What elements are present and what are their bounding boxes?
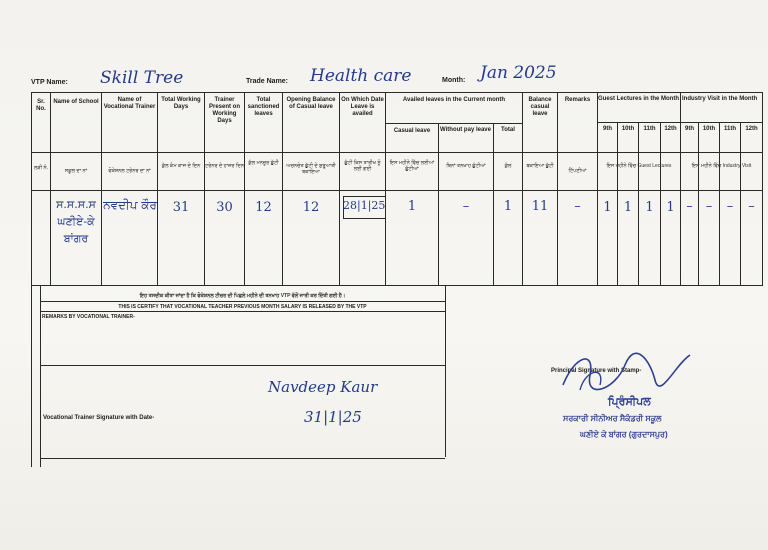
month-value: Jan 2025 xyxy=(480,63,557,83)
col-on-which-date: On Which Date Leave is availed xyxy=(341,97,384,117)
row-balance: 11 xyxy=(531,199,549,214)
row-sanctioned: 12 xyxy=(255,200,272,215)
pa-header-casual: ਇਸ ਮਹੀਨੇ ਵਿੱਚ ਲਈਆਂ ਛੁੱਟੀਆਂ xyxy=(389,160,435,172)
visit-col-9th: 9th xyxy=(685,126,694,132)
pa-header-school: ਸਕੂਲ ਦਾ ਨਾਂ xyxy=(64,168,88,174)
visit-col-12th: 12th xyxy=(745,126,758,132)
pa-header-sr: ਲੜੀ ਨੰ. xyxy=(33,165,49,171)
row-guest-11th: 1 xyxy=(645,200,654,215)
pa-header-sanctioned: ਕੁੱਲ ਮਨਜ਼ੂਰ ਛੁੱਟੀ xyxy=(248,160,279,166)
stamp-principal: ਪ੍ਰਿੰਸੀਪਲ xyxy=(608,396,651,408)
trainer-signature: Navdeep Kaur xyxy=(268,378,378,396)
remarks-label: REMARKS BY VOCATIONAL TRAINER- xyxy=(42,314,135,320)
col-total: Total xyxy=(501,127,515,133)
punjabi-certify-line: ਇਹ ਤਸਦੀਕ ਕੀਤਾ ਜਾਂਦਾ ਹੈ ਕਿ ਵੋਕੇਸ਼ਨਲ ਟੀਚਰ ਦੀ ਪਿਛਲੇ ਮਹੀਨੇ ਦੀ ਤਨਖਾਹ VTP ਵੱਲੋਂ ਜਾਰੀ ਕਰ ਦਿੱਤੀ ਗਈ ਹੈ। xyxy=(139,293,346,299)
pa-header-visit: ਇਸ ਮਹੀਨੇ ਵਿੱਚ Industry Visit xyxy=(691,163,752,169)
pa-header-date: ਛੁੱਟੀ ਕਿਸ ਤਾਰੀਖ਼ ਨੂੰ ਲਈ ਗਈ xyxy=(344,160,381,172)
stamp-school-line2: ਘਣੀਏ ਕੇ ਬਾਂਗਰ (ਗੁਰਦਾਸਪੁਰ) xyxy=(580,430,668,439)
row-remarks: – xyxy=(574,199,581,214)
col-opening-balance: Opening Balance of Casual leave xyxy=(286,97,336,110)
col-industry-visit: Industry Visit in the Month xyxy=(682,96,758,102)
col-without-pay: Without pay leave xyxy=(440,127,491,133)
col-guest-lectures: Guest Lectures in the Month xyxy=(598,96,680,102)
row-casual: 1 xyxy=(407,199,417,214)
row-working-days: 31 xyxy=(172,200,190,215)
row-without-pay: – xyxy=(462,199,470,214)
trade-name-label: Trade Name: xyxy=(246,78,289,85)
guest-col-11th: 11th xyxy=(643,126,656,132)
certify-line: THIS IS CERTIFY THAT VOCATIONAL TEACHER PREVIOUS MONTH SALARY IS RELEASED BY THE VTP xyxy=(118,304,367,310)
col-trainer: Name of Vocational Trainer xyxy=(103,97,156,110)
row-guest-9th: 1 xyxy=(603,200,612,215)
principal-signature-icon xyxy=(555,345,695,395)
pa-header-total: ਕੁੱਲ xyxy=(504,163,512,169)
row-opening: 12 xyxy=(302,200,320,215)
guest-col-9th: 9th xyxy=(603,126,612,132)
col-remarks: Remarks xyxy=(564,97,591,103)
pa-header-days: ਕੁੱਲ ਕੰਮ ਕਾਜ ਦੇ ਦਿਨ xyxy=(161,163,201,169)
pa-header-remarks: ਟਿੱਪਣੀਆਂ xyxy=(568,168,587,174)
row-guest-10th: 1 xyxy=(623,200,633,215)
trade-name-value: Health care xyxy=(310,66,412,86)
row-total: 1 xyxy=(503,199,513,214)
pa-header-present: ਟਰੇਨਰ ਦੇ ਹਾਜ਼ਰ ਦਿਨ xyxy=(205,163,244,169)
row-visit-11th: – xyxy=(726,199,734,214)
row-trainer: ਨਵਦੀਪ ਕੌਰ xyxy=(103,198,157,212)
col-sr-no: Sr. No. xyxy=(36,99,46,112)
vtp-name-label: VTP Name: xyxy=(31,79,68,86)
pa-header-opening: ਅਚਨਚੇਤ ਛੁੱਟੀ ਦੇ ਸ਼ੁਰੂਆਤੀ ਬਕਾਇਆ xyxy=(286,163,336,175)
col-balance-casual: Balance casual leave xyxy=(528,97,552,117)
visit-col-10th: 10th xyxy=(702,126,716,132)
row-present: 30 xyxy=(216,200,233,215)
pa-header-balance: ਬਕਾਇਆ ਛੁੱਟੀ xyxy=(526,163,554,169)
principal-signature-label: Principal Signature with Stamp- xyxy=(551,368,642,374)
pa-header-withoutpay: ਬਿਨਾਂ ਤਨਖ਼ਾਹ ਛੁੱਟੀਆਂ xyxy=(446,163,486,169)
pa-header-trainer: ਵੋਕੇਸ਼ਨਲ ਟਰੇਨਰ ਦਾ ਨਾਂ xyxy=(108,168,151,174)
row-visit-10th: – xyxy=(705,199,713,214)
col-casual-leave: Casual leave xyxy=(393,128,431,134)
row-school: ਸ.ਸ.ਸ.ਸ ਘਣੀਏ-ਕੇ ਬਾਂਗਰ xyxy=(56,198,96,245)
col-working-days: Total Working Days xyxy=(161,97,201,110)
row-date: 28|1|25 xyxy=(343,199,386,212)
visit-col-11th: 11th xyxy=(723,126,736,132)
month-label: Month: xyxy=(442,77,466,84)
stamp-school-line1: ਸਰਕਾਰੀ ਸੀਨੀਅਰ ਸੈਕੰਡਰੀ ਸਕੂਲ xyxy=(563,414,662,423)
col-trainer-present: Trainer Present on Working Days xyxy=(208,97,240,124)
vtp-name-value: Skill Tree xyxy=(100,68,184,88)
pa-header-guest: ਇਸ ਮਹੀਨੇ ਵਿੱਚ Guest Lectures xyxy=(606,163,672,169)
trainer-signature-label: Vocational Trainer Signature with Date- xyxy=(43,415,155,421)
col-school: Name of School xyxy=(53,99,99,105)
row-visit-12th: – xyxy=(748,199,755,214)
col-leaves-availed: Availed leaves in the Current month xyxy=(402,97,506,103)
row-guest-12th: 1 xyxy=(666,200,675,215)
row-visit-9th: – xyxy=(686,199,693,214)
trainer-signature-date: 31|1|25 xyxy=(304,408,362,426)
guest-col-10th: 10th xyxy=(621,126,635,132)
guest-col-12th: 12th xyxy=(664,126,677,132)
col-sanctioned-leaves: Total sanctioned leaves xyxy=(247,97,280,117)
